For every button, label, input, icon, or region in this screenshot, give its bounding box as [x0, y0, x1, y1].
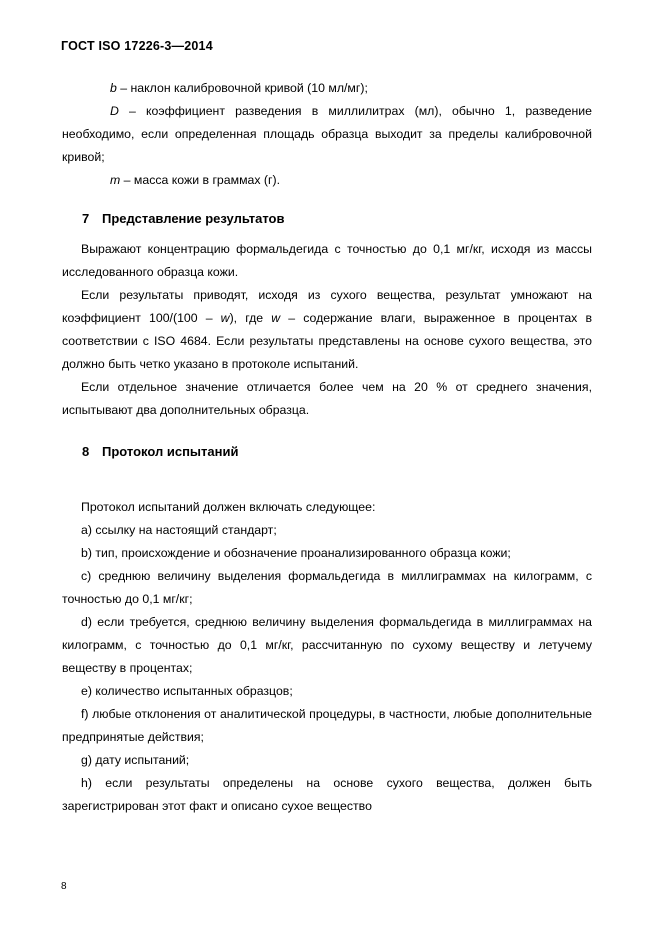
section-8-heading — [82, 444, 238, 459]
section-8-number: 8 — [82, 444, 90, 459]
where-item-d: D – коэффициент разведения в миллилитрах (мл), обычно 1, разведение необходимо, если определенная площадь образца выходит за пределы калибровочной кривой; — [62, 104, 592, 164]
var-d: D — [110, 104, 119, 118]
list-item-e: e) количество испытанных образцов; — [81, 684, 293, 698]
section-8-intro: Протокол испытаний должен включать следующее: — [81, 500, 376, 514]
var-b: b — [110, 81, 117, 95]
page-number: 8 — [61, 881, 67, 892]
list-item-d: d) если требуется, среднюю величину выделения формальдегида в миллиграммах на килограмм, с точностью до 0,1 мг/кг, рассчитанную по сухому веществу и летучему веществу в процентах; — [62, 615, 592, 675]
section-7-paragraph-1: Выражают концентрацию формальдегида с точностью до 0,1 мг/кг, исходя из массы исследованного образца кожи. — [62, 242, 592, 279]
where-item-m: m – масса кожи в граммах (г). — [110, 173, 281, 187]
document-header: ГОСТ ISO 17226-3—2014 — [61, 39, 213, 53]
section-7-paragraph-3: Если отдельное значение отличается более чем на 20 % от среднего значения, испытывают два дополнительных образца. — [62, 380, 592, 417]
list-item-h: h) если результаты определены на основе сухого вещества, должен быть зарегистрирован этот факт и описано сухое вещество — [62, 776, 592, 813]
section-8-title: Протокол испытаний — [102, 444, 239, 459]
list-item-c: c) среднюю величину выделения формальдегида в миллиграммах на килограмм, с точностью до 0,1 мг/кг; — [62, 569, 592, 606]
section-7-heading — [82, 211, 284, 226]
section-7-paragraph-2: Если результаты приводят, исходя из сухого вещества, результат умножают на коэффициент 100/(100 – w), где w – содержание влаги, выраженное в процентах в соответствии с ISO 4684. Если результаты представлены на основе сухого вещества, это должно быть четко указано в протоколе испытаний. — [62, 288, 592, 371]
list-item-g: g) дату испытаний; — [81, 753, 190, 767]
list-item-b: b) тип, происхождение и обозначение проанализированного образца кожи; — [81, 546, 511, 560]
list-item-a: a) ссылку на настоящий стандарт; — [81, 523, 277, 537]
where-item-b: b – наклон калибровочной кривой (10 мл/мг); — [110, 81, 368, 95]
section-7-number: 7 — [82, 211, 90, 226]
var-m: m — [110, 173, 121, 187]
list-item-f: f) любые отклонения от аналитической процедуры, в частности, любые дополнительные предпринятые действия; — [62, 707, 592, 744]
section-7-title: Представление результатов — [102, 211, 285, 226]
